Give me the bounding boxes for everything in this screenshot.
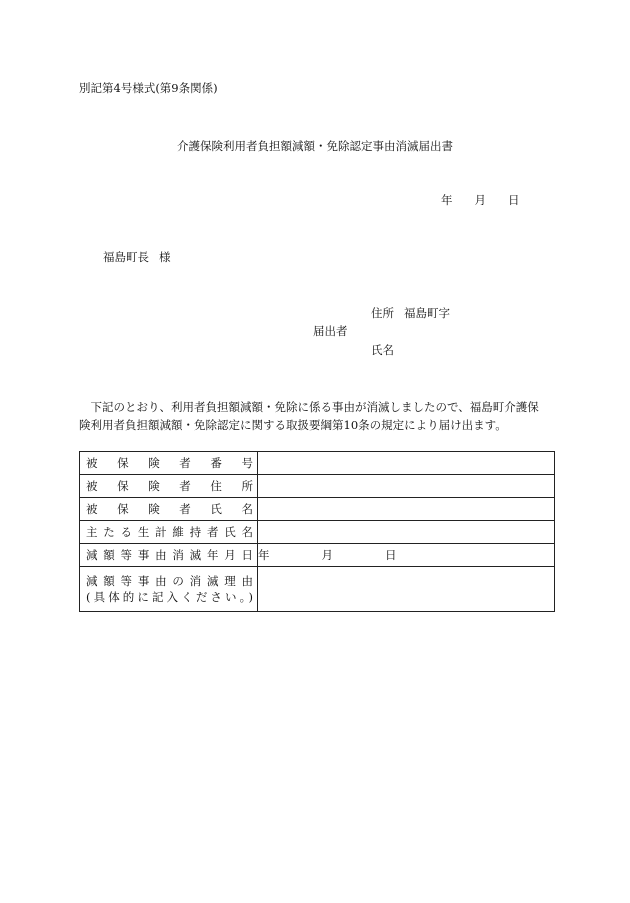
insured-number-field[interactable] bbox=[258, 452, 555, 475]
insured-name-label: 被保険者氏名 bbox=[80, 498, 258, 521]
table-row bbox=[80, 544, 555, 567]
insured-number-label: 被保険者番号 bbox=[80, 452, 258, 475]
submission-date bbox=[441, 192, 520, 208]
notifier-address bbox=[371, 305, 450, 321]
table-row bbox=[80, 452, 555, 475]
info-table bbox=[79, 451, 555, 612]
date-year-label: 年 bbox=[441, 193, 453, 207]
extinction-month-label: 月 bbox=[321, 548, 333, 562]
insured-name-field[interactable] bbox=[258, 498, 555, 521]
date-month-label: 月 bbox=[474, 193, 486, 207]
main-supporter-label: 主たる生計維持者氏名 bbox=[80, 521, 258, 544]
notifier-label: 届出者 bbox=[313, 324, 348, 338]
notifier-name-label: 氏名 bbox=[371, 343, 394, 357]
extinction-date-field[interactable] bbox=[258, 544, 555, 567]
extinction-date-label: 減額等事由消滅年月日 bbox=[80, 544, 258, 567]
document-title: 介護保険利用者負担額減額・免除認定事由消滅届出書 bbox=[177, 139, 453, 153]
extinction-reason-field[interactable] bbox=[258, 567, 555, 612]
extinction-year-label: 年 bbox=[258, 548, 270, 562]
body-paragraph bbox=[79, 398, 554, 434]
body-line-2: 険利用者負担額減額・免除認定に関する取扱要綱第10条の規定により届け出ます。 bbox=[79, 418, 507, 432]
addressee-name: 福島町長 bbox=[103, 250, 149, 264]
table-row bbox=[80, 498, 555, 521]
address-value: 福島町字 bbox=[404, 306, 450, 320]
table-row bbox=[80, 567, 555, 612]
addressee-honorific: 様 bbox=[159, 250, 171, 264]
table-row bbox=[80, 475, 555, 498]
table-row bbox=[80, 521, 555, 544]
date-day-label: 日 bbox=[508, 193, 520, 207]
form-reference: 別記第4号様式(第9条関係) bbox=[79, 81, 218, 95]
extinction-reason-label: 減額等事由の消滅理由 (具体的に記入ください。) bbox=[80, 567, 258, 612]
main-supporter-field[interactable] bbox=[258, 521, 555, 544]
address-label: 住所 bbox=[371, 306, 394, 320]
insured-address-field[interactable] bbox=[258, 475, 555, 498]
insured-address-label: 被保険者住所 bbox=[80, 475, 258, 498]
body-line-1: 下記のとおり、利用者負担額減額・免除に係る事由が消滅しましたので、福島町介護保 bbox=[90, 400, 539, 414]
addressee bbox=[103, 249, 171, 265]
extinction-day-label: 日 bbox=[385, 548, 397, 562]
